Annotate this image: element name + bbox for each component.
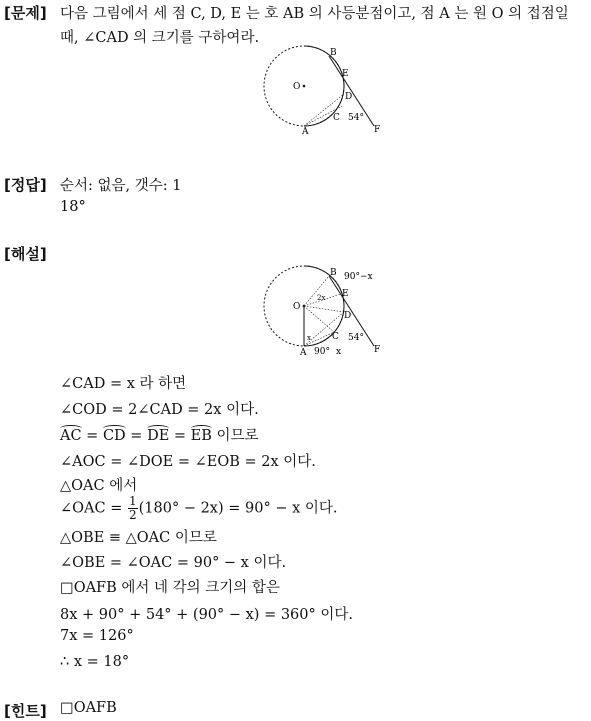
answer-meta: 순서: 없음, 갯수: 1 [60, 178, 182, 194]
step-3-tail: 이므로 [211, 428, 259, 444]
arc-cd: CD [102, 428, 126, 444]
label-angle-f-2: 54° [348, 333, 364, 343]
answer-tag: [정답] [4, 176, 47, 194]
label-o-2: O [293, 302, 301, 312]
label-e-2: E [342, 289, 349, 299]
problem-tag: [문제] [4, 4, 47, 22]
step-6 [60, 495, 337, 522]
problem-text-line-2: 때, ∠CAD 의 크기를 구하여라. [60, 30, 260, 46]
problem-text-line-1: 다음 그림에서 세 점 C, D, E 는 호 AB 의 사등분점이고, 점 A 는 원 O 의 접점일 [60, 6, 569, 22]
label-f: F [374, 125, 381, 135]
center-dot [303, 85, 306, 88]
label-inner-2x: 2x [317, 294, 326, 302]
label-d: D [345, 92, 353, 102]
label-f-2: F [374, 345, 381, 355]
center-dot-2 [303, 305, 306, 308]
label-c: C [333, 113, 340, 123]
arc-ac: AC [60, 428, 82, 444]
hint-text: □OAFB [60, 700, 117, 716]
step-10: 8x + 90° + 54° + (90° − x) = 360° 이다. [60, 607, 353, 623]
label-angle-b: 90°−x [344, 272, 373, 282]
step-6-pre: ∠OAC = [60, 500, 127, 517]
radius-oc [304, 306, 334, 332]
explanation-figure [262, 264, 392, 360]
step-4: ∠AOC = ∠DOE = ∠EOB = 2x 이다. [60, 454, 316, 470]
label-e: E [342, 69, 349, 79]
step-5: △OAC 에서 [60, 478, 138, 494]
step-8: ∠OBE = ∠OAC = 90° − x 이다. [60, 555, 287, 571]
step-6-post: (180° − 2x) = 90° − x 이다. [138, 500, 338, 517]
label-b-2: B [330, 268, 337, 278]
problem-figure [262, 44, 392, 140]
step-7: △OBE ≡ △OAC 이므로 [60, 530, 217, 546]
eq-1: = [81, 428, 103, 444]
arc-eb: EB [190, 428, 212, 444]
label-o: O [293, 82, 301, 92]
step-11: 7x = 126° [60, 628, 134, 644]
label-angle-f: 54° [348, 113, 364, 123]
step-3 [60, 424, 259, 445]
arc-de: DE [147, 428, 170, 444]
radius-od [304, 306, 344, 312]
answer-value: 18° [60, 199, 86, 215]
fraction-num: 1 [128, 494, 137, 508]
hint-tag: [힌트] [4, 702, 47, 720]
label-a-2: A [300, 348, 307, 358]
label-d-2: D [344, 311, 352, 321]
step-1: ∠CAD = x 라 하면 [60, 376, 187, 392]
eq-2: = [125, 428, 148, 444]
label-inner-x: x [307, 334, 311, 342]
eq-3: = [169, 428, 191, 444]
label-x-bottom: x [336, 347, 342, 357]
label-a: A [302, 127, 309, 137]
step-9: □OAFB 에서 네 각의 크기의 합은 [60, 580, 280, 596]
step-12: ∴ x = 18° [60, 654, 130, 670]
label-c-2: C [332, 332, 339, 342]
fraction-den: 2 [128, 508, 137, 522]
label-b: B [330, 48, 337, 58]
label-angle-a: 90° [314, 347, 330, 357]
explanation-tag: [해설] [4, 245, 47, 263]
step-2: ∠COD = 2∠CAD = 2x 이다. [60, 402, 259, 418]
fraction-half [128, 495, 138, 522]
